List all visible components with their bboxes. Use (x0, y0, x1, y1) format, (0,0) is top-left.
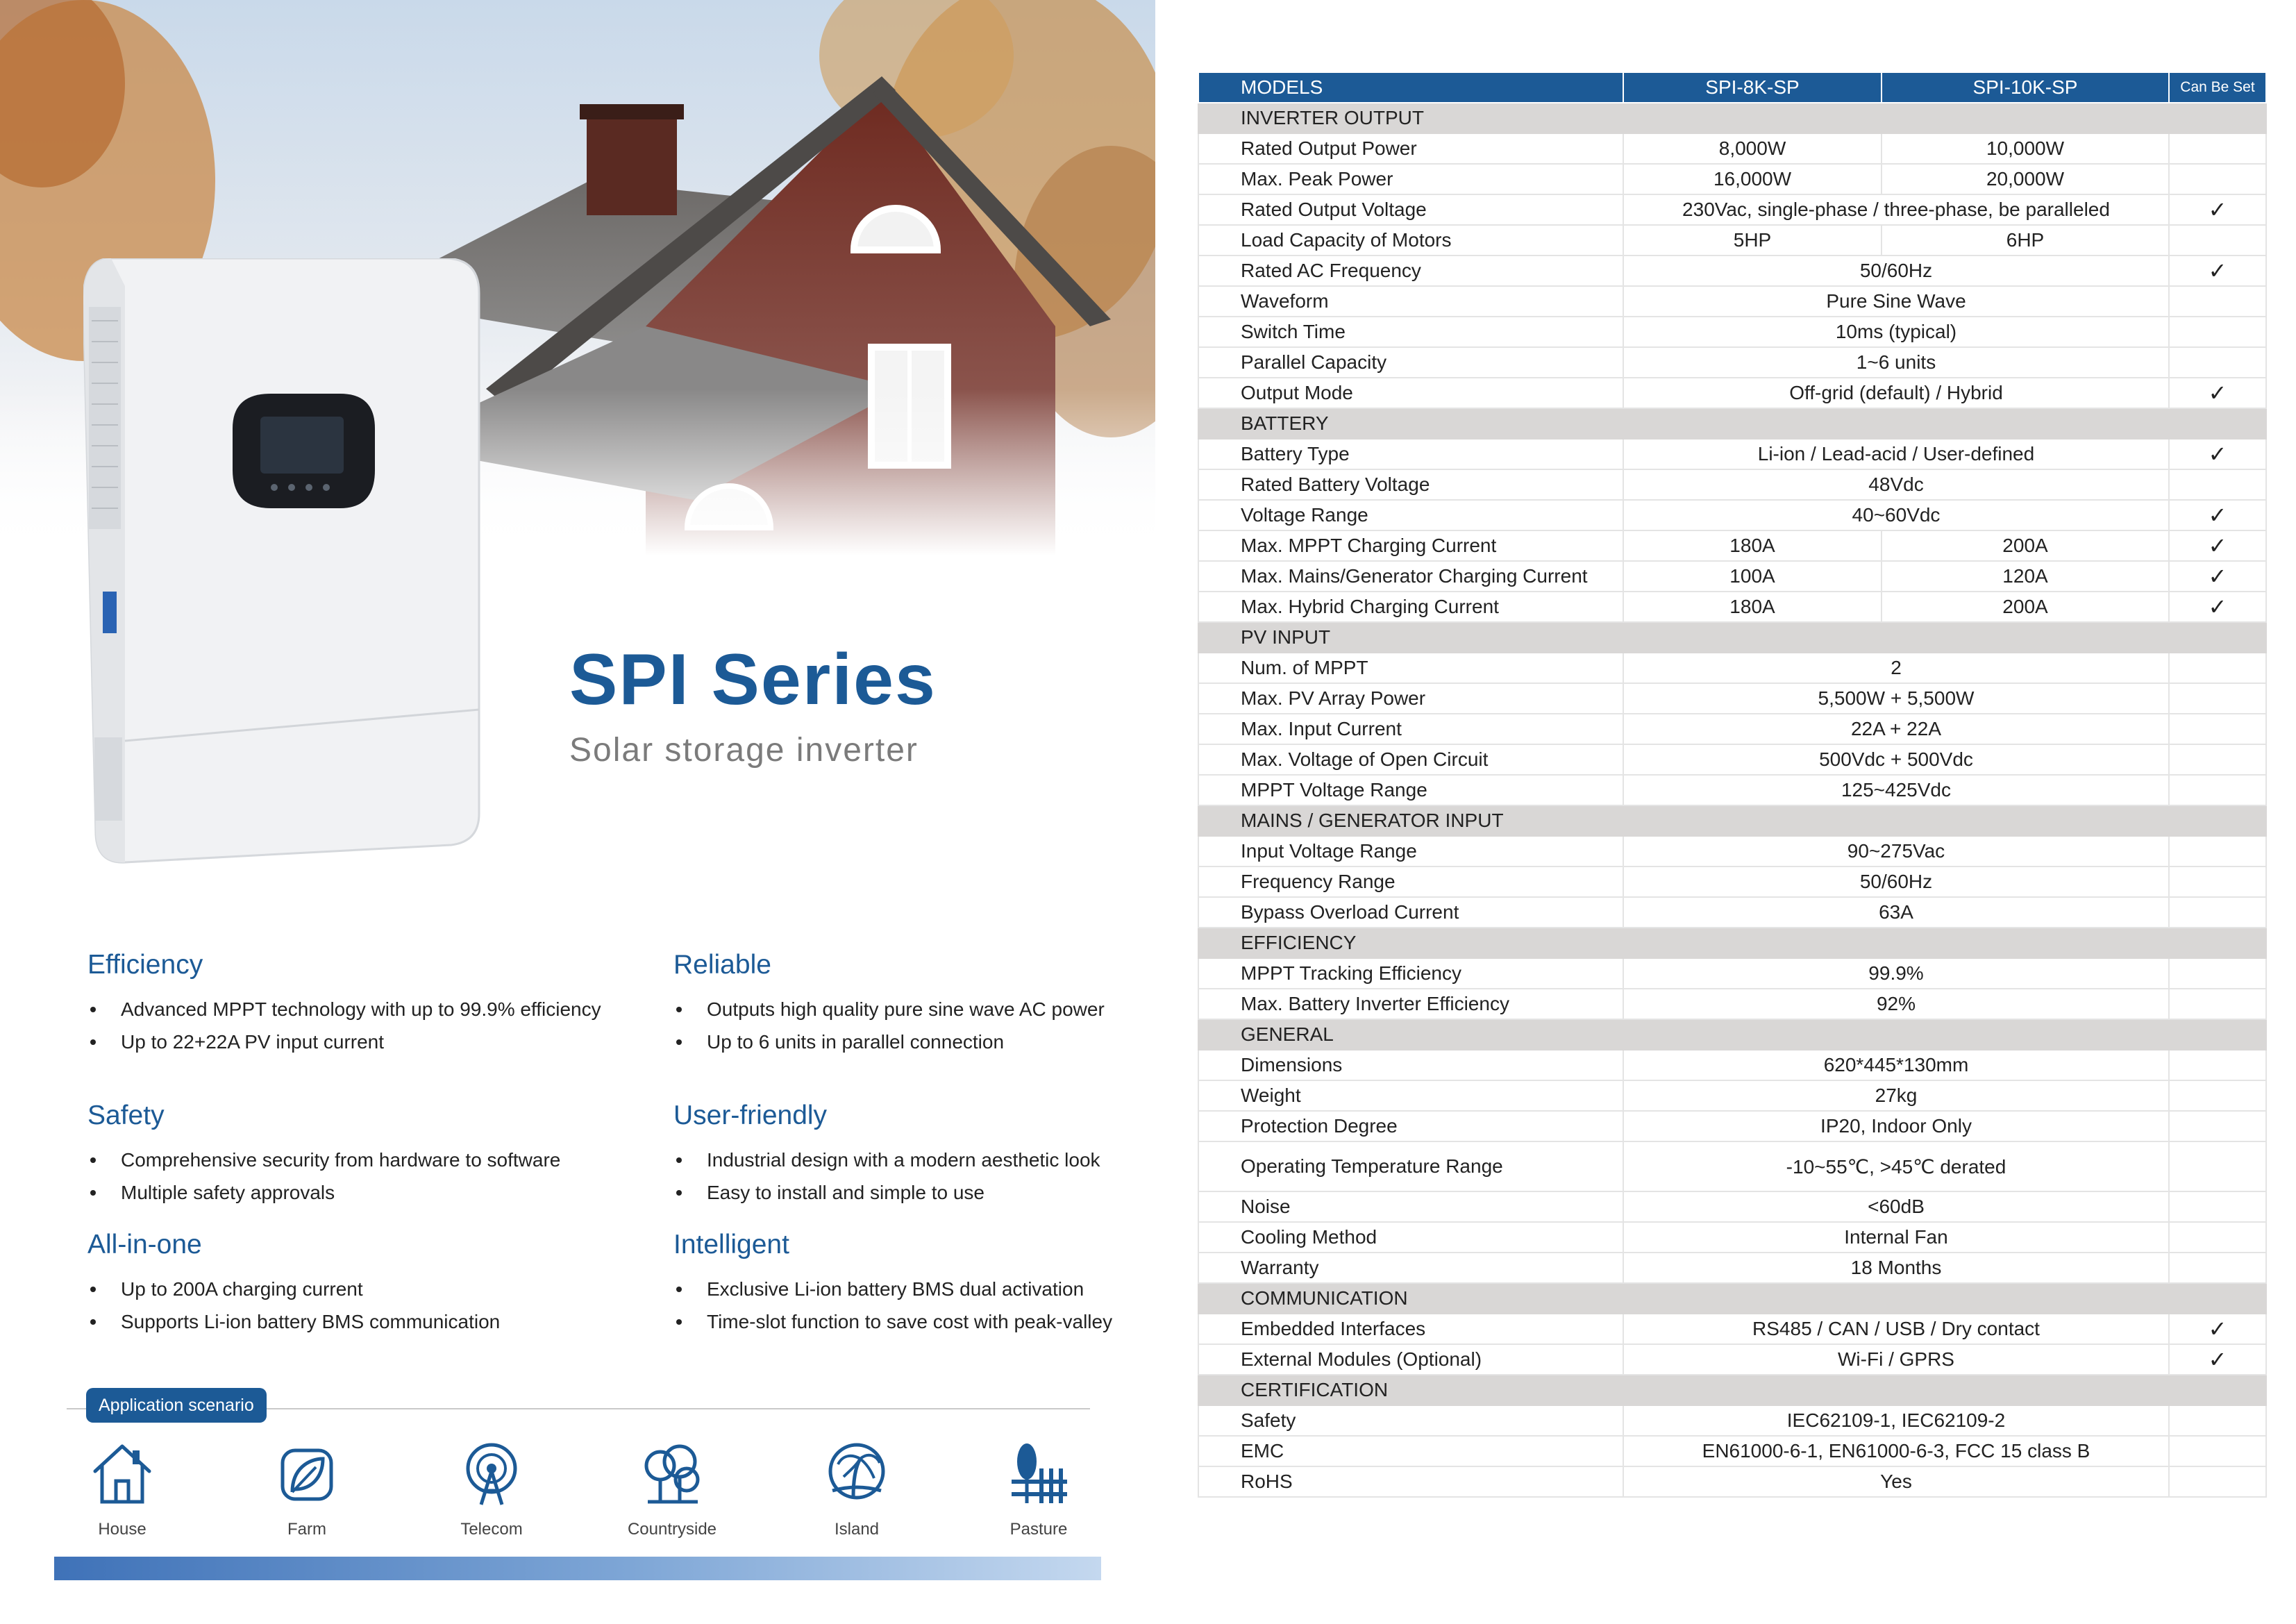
spec-value: <60dB (1623, 1191, 2169, 1222)
settable-cell (2169, 592, 2266, 622)
spec-value: 2 (1623, 653, 2169, 683)
table-row (1198, 653, 2266, 683)
settable-cell (2169, 1050, 2266, 1080)
table-row (1198, 867, 2266, 897)
section-title: GENERAL (1198, 1019, 2266, 1050)
spec-value: Li-ion / Lead-acid / User-defined (1623, 439, 2169, 469)
table-section-row (1198, 805, 2266, 836)
bottom-gradient-bar (54, 1557, 1101, 1580)
feature-safety (87, 1100, 615, 1209)
settable-cell (2169, 989, 2266, 1019)
table-row (1198, 683, 2266, 714)
table-row (1198, 1253, 2266, 1283)
feature-intelligent (673, 1230, 1201, 1338)
table-row (1198, 469, 2266, 500)
spec-label: Parallel Capacity (1198, 347, 1623, 378)
spec-label: MPPT Tracking Efficiency (1198, 958, 1623, 989)
check-icon: ✓ (2208, 442, 2227, 467)
settable-cell (2169, 225, 2266, 256)
feature-item: Easy to install and simple to use (673, 1176, 1201, 1209)
table-row (1198, 1222, 2266, 1253)
table-row (1198, 378, 2266, 408)
application-label: Island (834, 1520, 880, 1539)
feature-reliable (673, 950, 1201, 1058)
spec-value: 27kg (1623, 1080, 2169, 1111)
settable-cell (2169, 164, 2266, 194)
table-section-row (1198, 1375, 2266, 1405)
table-row (1198, 225, 2266, 256)
spec-value: 8,000W (1623, 133, 1882, 164)
table-section-row (1198, 1019, 2266, 1050)
table-row (1198, 1314, 2266, 1344)
feature-title: Intelligent (673, 1230, 789, 1259)
spec-value: 100A (1623, 561, 1882, 592)
settable-cell (2169, 286, 2266, 317)
spec-label: Max. MPPT Charging Current (1198, 530, 1623, 561)
table-row (1198, 530, 2266, 561)
table-row (1198, 714, 2266, 744)
spec-value: -10~55℃, >45℃ derated (1623, 1141, 2169, 1191)
spec-label: Noise (1198, 1191, 1623, 1222)
section-title: EFFICIENCY (1198, 928, 2266, 958)
spec-label: Output Mode (1198, 378, 1623, 408)
check-icon: ✓ (2208, 197, 2227, 222)
section-title: INVERTER OUTPUT (1198, 103, 2266, 133)
inverter-product-image (83, 258, 483, 866)
settable-cell (2169, 1344, 2266, 1375)
house-icon (91, 1441, 153, 1507)
spec-value: 500Vdc + 500Vdc (1623, 744, 2169, 775)
spec-value: 50/60Hz (1623, 256, 2169, 286)
spec-value: 120A (1882, 561, 2169, 592)
settable-cell (2169, 714, 2266, 744)
spec-value: 50/60Hz (1623, 867, 2169, 897)
spec-label: Num. of MPPT (1198, 653, 1623, 683)
spec-label: Rated Battery Voltage (1198, 469, 1623, 500)
table-row (1198, 989, 2266, 1019)
spec-label: Embedded Interfaces (1198, 1314, 1623, 1344)
table-row (1198, 317, 2266, 347)
settable-cell (2169, 194, 2266, 225)
spec-value: 200A (1882, 530, 2169, 561)
check-icon: ✓ (2208, 258, 2227, 283)
table-row (1198, 1141, 2266, 1191)
settable-cell (2169, 744, 2266, 775)
spec-label: Load Capacity of Motors (1198, 225, 1623, 256)
feature-item: Comprehensive security from hardware to software (87, 1144, 615, 1176)
table-row (1198, 1466, 2266, 1497)
spec-label: Operating Temperature Range (1198, 1141, 1623, 1191)
check-icon: ✓ (2208, 503, 2227, 528)
spec-value: RS485 / CAN / USB / Dry contact (1623, 1314, 2169, 1344)
spec-label: Safety (1198, 1405, 1623, 1436)
settable-cell (2169, 1141, 2266, 1191)
check-icon: ✓ (2208, 564, 2227, 589)
table-section-row (1198, 103, 2266, 133)
spec-label: Bypass Overload Current (1198, 897, 1623, 928)
brand-block (569, 639, 937, 769)
spec-label: Max. Voltage of Open Circuit (1198, 744, 1623, 775)
spec-label: Waveform (1198, 286, 1623, 317)
application-item (603, 1441, 741, 1539)
feature-efficiency (87, 950, 615, 1058)
spec-value: Internal Fan (1623, 1222, 2169, 1253)
spec-value: EN61000-6-1, EN61000-6-3, FCC 15 class B (1623, 1436, 2169, 1466)
header-models: MODELS (1198, 72, 1623, 103)
header-can-be-set: Can Be Set (2169, 72, 2266, 103)
settable-cell (2169, 1191, 2266, 1222)
table-row (1198, 133, 2266, 164)
application-label: House (98, 1520, 146, 1539)
check-icon: ✓ (2208, 380, 2227, 405)
spec-label: Frequency Range (1198, 867, 1623, 897)
settable-cell (2169, 1080, 2266, 1111)
section-title: BATTERY (1198, 408, 2266, 439)
spec-label: Max. Peak Power (1198, 164, 1623, 194)
feature-item: Up to 22+22A PV input current (87, 1026, 615, 1058)
spec-value: 5,500W + 5,500W (1623, 683, 2169, 714)
spec-value: 10ms (typical) (1623, 317, 2169, 347)
feature-user-friendly (673, 1100, 1201, 1209)
application-label: Telecom (460, 1520, 523, 1539)
telecom-tower-icon (460, 1441, 523, 1507)
check-icon: ✓ (2208, 1347, 2227, 1372)
settable-cell (2169, 378, 2266, 408)
spec-value: 63A (1623, 897, 2169, 928)
spec-value: Pure Sine Wave (1623, 286, 2169, 317)
spec-value: 10,000W (1882, 133, 2169, 164)
table-row (1198, 1436, 2266, 1466)
settable-cell (2169, 958, 2266, 989)
spec-value: 230Vac, single-phase / three-phase, be paralleled (1623, 194, 2169, 225)
settable-cell (2169, 347, 2266, 378)
table-row (1198, 836, 2266, 867)
settable-cell (2169, 439, 2266, 469)
table-row (1198, 194, 2266, 225)
spec-value: 48Vdc (1623, 469, 2169, 500)
spec-value: 5HP (1623, 225, 1882, 256)
spec-label: Protection Degree (1198, 1111, 1623, 1141)
trees-icon (641, 1441, 703, 1507)
series-subtitle: Solar storage inverter (569, 732, 919, 769)
spec-label: Switch Time (1198, 317, 1623, 347)
table-row (1198, 1111, 2266, 1141)
table-header-row (1198, 72, 2266, 103)
spec-label: Max. Mains/Generator Charging Current (1198, 561, 1623, 592)
application-label: Pasture (1009, 1520, 1068, 1539)
table-row (1198, 1191, 2266, 1222)
spec-label: Battery Type (1198, 439, 1623, 469)
feature-item: Up to 200A charging current (87, 1273, 615, 1305)
spec-label: Weight (1198, 1080, 1623, 1111)
table-row (1198, 744, 2266, 775)
feature-title: Efficiency (87, 950, 203, 980)
table-row (1198, 958, 2266, 989)
spec-value: 180A (1623, 592, 1882, 622)
spec-label: Dimensions (1198, 1050, 1623, 1080)
spec-value: 22A + 22A (1623, 714, 2169, 744)
settable-cell (2169, 317, 2266, 347)
table-section-row (1198, 1283, 2266, 1314)
settable-cell (2169, 500, 2266, 530)
header-model-8k: SPI-8K-SP (1623, 72, 1882, 103)
spec-value: 180A (1623, 530, 1882, 561)
application-tag: Application scenario (86, 1388, 267, 1423)
settable-cell (2169, 530, 2266, 561)
feature-item: Outputs high quality pure sine wave AC power (673, 993, 1201, 1026)
settable-cell (2169, 867, 2266, 897)
spec-label: Max. Input Current (1198, 714, 1623, 744)
spec-label: Max. Hybrid Charging Current (1198, 592, 1623, 622)
feature-item: Advanced MPPT technology with up to 99.9% efficiency (87, 993, 615, 1026)
spec-value: Wi-Fi / GPRS (1623, 1344, 2169, 1375)
table-row (1198, 1405, 2266, 1436)
spec-label: Rated AC Frequency (1198, 256, 1623, 286)
settable-cell (2169, 1111, 2266, 1141)
spec-label: Cooling Method (1198, 1222, 1623, 1253)
spec-label: RoHS (1198, 1466, 1623, 1497)
spec-value: 125~425Vdc (1623, 775, 2169, 805)
palm-island-icon (826, 1441, 888, 1507)
series-title: SPI Series (569, 639, 937, 720)
application-label: Farm (287, 1520, 326, 1539)
settable-cell (2169, 1466, 2266, 1497)
feature-item: Supports Li-ion battery BMS communication (87, 1305, 615, 1338)
feature-title: Safety (87, 1100, 165, 1130)
spec-value: 90~275Vac (1623, 836, 2169, 867)
table-row (1198, 164, 2266, 194)
settable-cell (2169, 1222, 2266, 1253)
check-icon: ✓ (2208, 594, 2227, 619)
spec-label: Rated Output Power (1198, 133, 1623, 164)
application-item (53, 1441, 192, 1539)
settable-cell (2169, 1405, 2266, 1436)
spec-value: 620*445*130mm (1623, 1050, 2169, 1080)
spec-label: Voltage Range (1198, 500, 1623, 530)
spec-label: Warranty (1198, 1253, 1623, 1283)
application-item (237, 1441, 376, 1539)
settable-cell (2169, 683, 2266, 714)
settable-cell (2169, 775, 2266, 805)
header-model-10k: SPI-10K-SP (1882, 72, 2169, 103)
settable-cell (2169, 561, 2266, 592)
spec-value: IEC62109-1, IEC62109-2 (1623, 1405, 2169, 1436)
application-label: Countryside (627, 1520, 717, 1539)
spec-value: 18 Months (1623, 1253, 2169, 1283)
spec-label: Rated Output Voltage (1198, 194, 1623, 225)
table-section-row (1198, 622, 2266, 653)
table-row (1198, 592, 2266, 622)
table-row (1198, 775, 2266, 805)
table-row (1198, 347, 2266, 378)
table-row (1198, 256, 2266, 286)
spec-value: 16,000W (1623, 164, 1882, 194)
spec-value: 92% (1623, 989, 2169, 1019)
spec-value: IP20, Indoor Only (1623, 1111, 2169, 1141)
leaf-icon (276, 1441, 338, 1507)
application-item (787, 1441, 926, 1539)
spec-label: Max. PV Array Power (1198, 683, 1623, 714)
settable-cell (2169, 1436, 2266, 1466)
spec-value: 6HP (1882, 225, 2169, 256)
spec-table (1198, 72, 2267, 1498)
table-section-row (1198, 928, 2266, 958)
feature-title: All-in-one (87, 1230, 202, 1259)
spec-value: 1~6 units (1623, 347, 2169, 378)
settable-cell (2169, 133, 2266, 164)
table-row (1198, 439, 2266, 469)
settable-cell (2169, 1253, 2266, 1283)
check-icon: ✓ (2208, 1316, 2227, 1341)
application-item (969, 1441, 1108, 1539)
feature-title: User-friendly (673, 1100, 828, 1130)
settable-cell (2169, 469, 2266, 500)
feature-title: Reliable (673, 950, 771, 980)
table-row (1198, 286, 2266, 317)
check-icon: ✓ (2208, 533, 2227, 558)
spec-label: EMC (1198, 1436, 1623, 1466)
table-row (1198, 561, 2266, 592)
feature-item: Exclusive Li-ion battery BMS dual activation (673, 1273, 1201, 1305)
settable-cell (2169, 1314, 2266, 1344)
table-section-row (1198, 408, 2266, 439)
spec-label: Input Voltage Range (1198, 836, 1623, 867)
section-title: COMMUNICATION (1198, 1283, 2266, 1314)
spec-value: 200A (1882, 592, 2169, 622)
table-row (1198, 1344, 2266, 1375)
table-row (1198, 897, 2266, 928)
settable-cell (2169, 653, 2266, 683)
spec-value: Off-grid (default) / Hybrid (1623, 378, 2169, 408)
spec-label: Max. Battery Inverter Efficiency (1198, 989, 1623, 1019)
table-row (1198, 1080, 2266, 1111)
settable-cell (2169, 256, 2266, 286)
spec-value: 20,000W (1882, 164, 2169, 194)
spec-table-body (1198, 72, 2266, 1497)
spec-label: MPPT Voltage Range (1198, 775, 1623, 805)
table-row (1198, 500, 2266, 530)
feature-item: Time-slot function to save cost with peak-valley (673, 1305, 1201, 1338)
section-title: PV INPUT (1198, 622, 2266, 653)
table-row (1198, 1050, 2266, 1080)
feature-item: Up to 6 units in parallel connection (673, 1026, 1201, 1058)
spec-value: 99.9% (1623, 958, 2169, 989)
fence-tree-icon (1007, 1441, 1070, 1507)
section-title: MAINS / GENERATOR INPUT (1198, 805, 2266, 836)
spec-label: External Modules (Optional) (1198, 1344, 1623, 1375)
settable-cell (2169, 836, 2266, 867)
feature-item: Industrial design with a modern aesthetic look (673, 1144, 1201, 1176)
settable-cell (2169, 897, 2266, 928)
spec-value: 40~60Vdc (1623, 500, 2169, 530)
spec-value: Yes (1623, 1466, 2169, 1497)
feature-item: Multiple safety approvals (87, 1176, 615, 1209)
section-title: CERTIFICATION (1198, 1375, 2266, 1405)
application-item (422, 1441, 561, 1539)
feature-all-in-one (87, 1230, 615, 1338)
